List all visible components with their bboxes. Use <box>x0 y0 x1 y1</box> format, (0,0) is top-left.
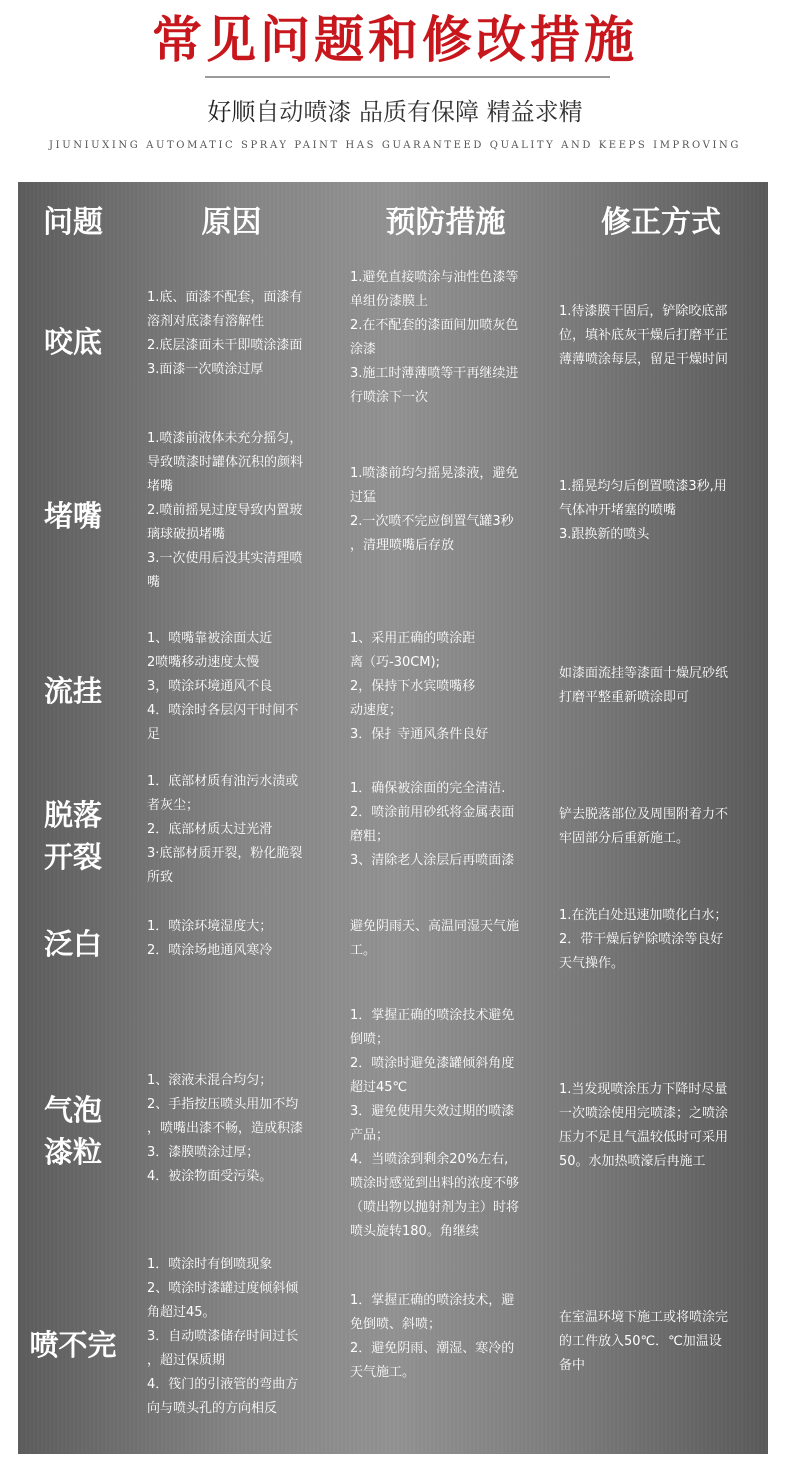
fix-text: 在室温环境下施工或将喷涂完 的工件放入50℃．℃加温设 备中 <box>559 1310 729 1373</box>
cause-text: 1、滚液未混合均匀； 2、手指按压喷头用加不均 ，喷嘴出漆不畅，造成积漆 3．漆膜喷涂过厚； 4．被涂物面受污染。 <box>147 1073 304 1184</box>
slogan <box>0 95 790 129</box>
fix-text: 铲去脱落部位及周围附着力不 牢固部分后重新施工。 <box>559 807 729 846</box>
fix-text: 1.在洗白处迅速加喷化白水； 2．带干燥后铲除喷涂等良好 天气操作。 <box>559 908 728 971</box>
prevention-text: 1．掌握正确的喷涂技术，避 免倒喷、斜喷； 2．避免阴雨、潮湿、寒冷的 天气施工。 <box>350 1293 515 1380</box>
cause-text: 1.喷漆前液体未充分摇匀， 导致喷漆时罐体沉积的颜料 堵嘴 2.喷前摇晃过度导致内置玻 璃球破损堵嘴 3.一次使用后没其实清理喷 嘴 <box>147 431 304 590</box>
problem-label: 泛白 <box>43 927 102 961</box>
column-header-problem: 问题 <box>43 205 103 240</box>
cause-text: 1.底、面漆不配套，面漆有 溶剂对底漆有溶解性 2.底层漆面未干即喷涂漆面 3.面漆一次喷涂过厚 <box>147 290 303 377</box>
problem-label: 气泡 漆粒 <box>43 1093 102 1169</box>
cause-text: 1．喷涂环境湿度大； 2．喷涂场地通风寒冷 <box>147 919 273 958</box>
problem-label: 流挂 <box>43 674 102 708</box>
column-header-fix: 修正方式 <box>601 205 721 240</box>
page-title: 常见问题和修改措施 <box>152 11 638 69</box>
problems-table <box>18 182 768 1454</box>
fix-text: 1.摇晃均匀后倒置喷漆3秒,用 气体冲开堵塞的喷嘴 3.跟换新的喷头 <box>559 479 727 542</box>
cause-text: 1、喷嘴靠被涂面太近 2喷嘴移动速度太慢 3，喷涂环境通风不良 4．喷涂时各层闪干时间不 足 <box>147 631 299 742</box>
table-header <box>18 182 768 264</box>
prevention-text: 避免阴雨天、高温同湿天气施 工。 <box>350 919 520 958</box>
prevention-text: 1.喷漆前均匀摇晃漆液，避免 过猛 2.一次喷不完应倒置气罐3秒 ，清理喷嘴后存放 <box>350 466 519 553</box>
fix-text: 如漆面流挂等漆面十燥凥砂纸 打磨平整重新喷涂即可 <box>559 666 729 705</box>
fix-text: 1.当发现喷涂压力下降时尽量 一次喷涂使用完喷漆；之喷涂 压力不足且气温较低时可采用 50。水加热喷濠后冉施工 <box>559 1082 729 1169</box>
prevention-text: 1．确保被涂面的完全清洁. 2．喷涂前用砂纸将金属表面 磨粗； 3、清除老人涂层后再喷面漆 <box>350 781 515 868</box>
slogan-text: 自动喷漆 品质有保障 精益求精 <box>255 98 583 126</box>
cause-text: 1．喷涂时有倒喷现象 2、喷涂时漆罐过度倾斜倾 角超过45。 3．自动喷漆储存时间过长 ，超过保质期 4．筏门的引液管的弯曲方 向与喷头孔的方向相反 <box>147 1257 299 1416</box>
problem-label: 喷不完 <box>29 1328 117 1362</box>
column-header-prevention: 预防措施 <box>385 205 506 240</box>
problem-label: 脱落 开裂 <box>43 798 102 874</box>
prevention-text: 1.避免直接喷涂与油性色漆等 单组份漆膜上 2.在不配套的漆面间加喷灰色 涂漆 3.施工时薄薄喷等干再继续进 行喷涂下一次 <box>350 270 519 405</box>
problem-label: 咬底 <box>43 325 102 359</box>
slogan-brand: 好顺 <box>207 98 256 126</box>
english-tagline: JIUNIUXING AUTOMATIC SPRAY PAINT HAS GUARANTEED QUALITY AND KEEPS IMPROVING <box>49 140 741 151</box>
fix-text: 1.待漆膜干固后，铲除咬底部 位，填补底灰干燥后打磨平正 薄薄喷涂每层，留足干燥时间 <box>559 304 729 367</box>
column-header-cause: 原因 <box>201 205 262 240</box>
cause-text: 1．底部材质有油污水渍或 者灰尘； 2．底部材质太过光滑 3·底部材质开裂，粉化脆裂 所致 <box>147 774 303 885</box>
problem-label: 堵嘴 <box>43 499 102 533</box>
prevention-text: 1、采用正确的喷涂距 离（巧-30CM); 2，保持下水宾喷嘴移 动速度； 3．保扌寺通风条件良好 <box>350 631 489 742</box>
prevention-text: 1．掌握正确的喷涂技术避免 倒喷； 2．喷涂时避免漆罐倾斜角度 超过45℃ 3．避免使用失效过期的喷漆 产品； 4．当喷涂到剩余20%左右, 喷涂时感觉到出料的浓度不够 （喷出物以抛射剂为主）时将 喷头旋转180。角继续 <box>350 1008 520 1239</box>
title-divider <box>205 76 610 78</box>
